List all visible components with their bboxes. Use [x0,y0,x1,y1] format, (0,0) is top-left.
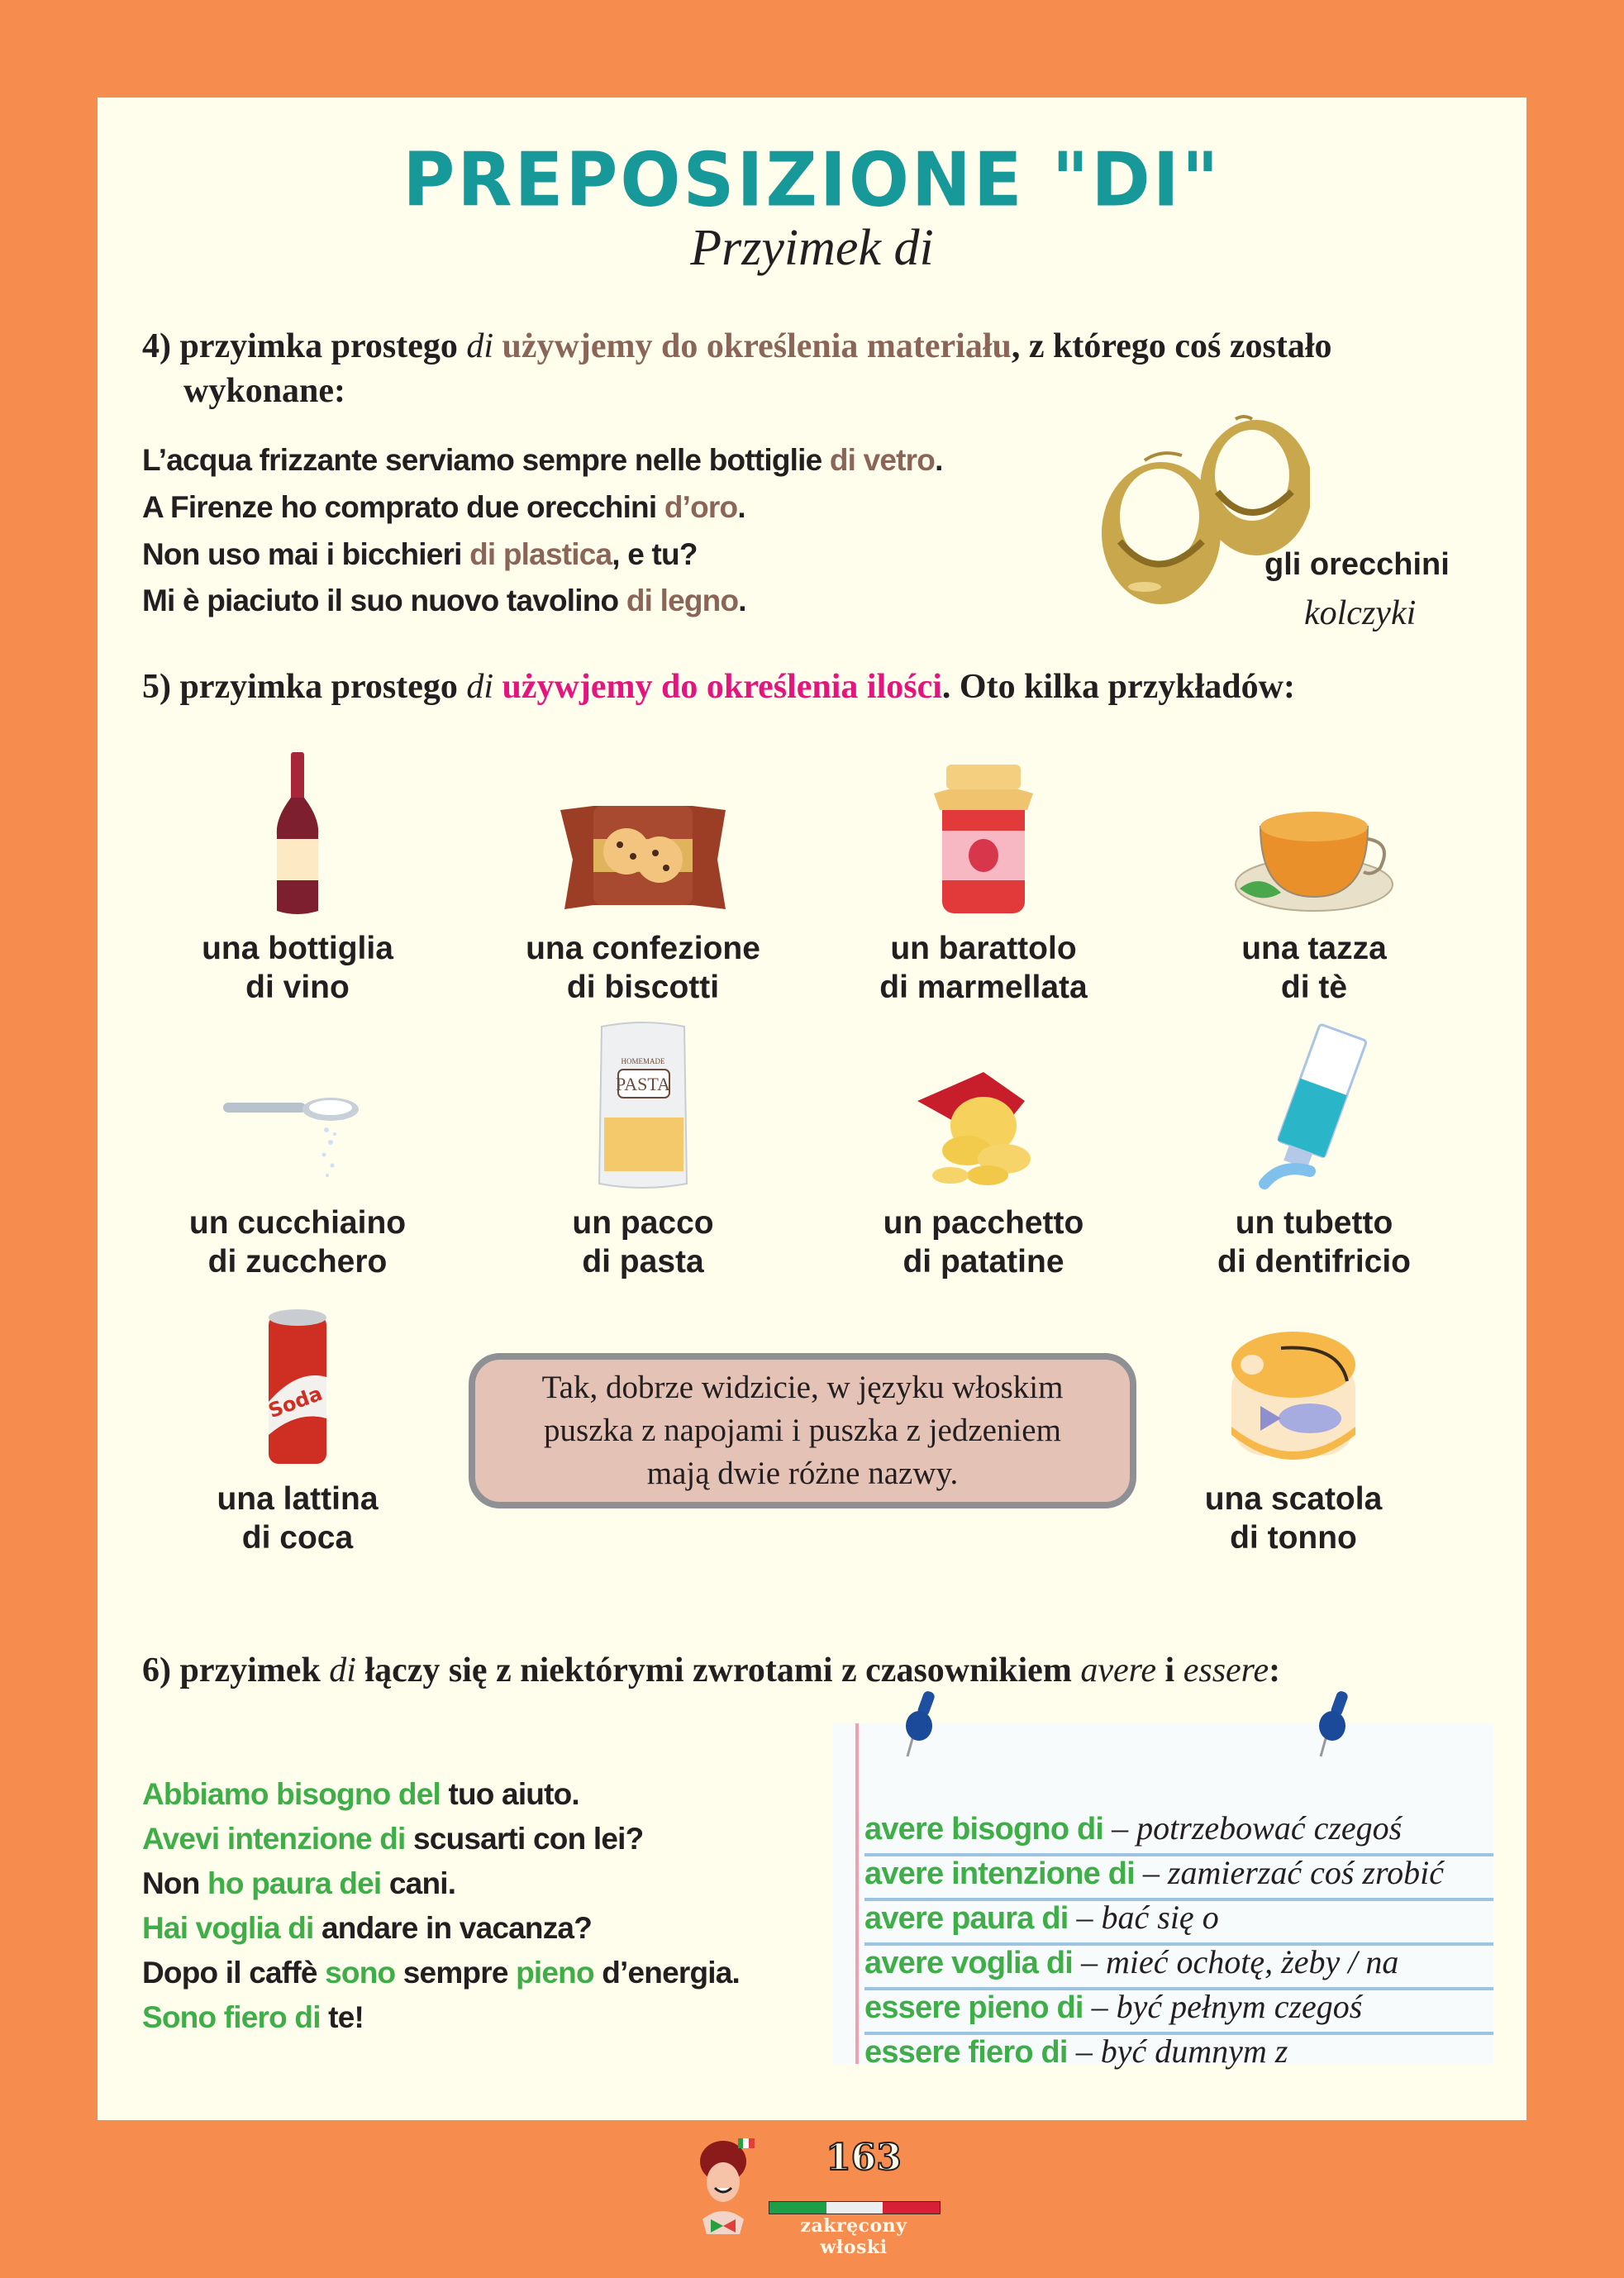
pushpin-icon [901,1686,950,1761]
toothpaste-icon [1248,1018,1380,1192]
cookie-pack-icon [560,802,726,917]
notepad-vocabulary [833,1723,1493,2070]
notepad-row: avere paura di – bać się o [864,1898,1493,1946]
earrings-caption-it: gli orecchini [1264,547,1450,582]
item-tuna-can: una scatola di tonno [1128,1294,1459,1557]
tuna-can-icon [1223,1327,1364,1468]
notepad-row: essere fiero di – być dumnym z [864,2033,1288,2070]
note-box: Tak, dobrze widzicie, w języku włoskim puszka z napojami i puszka z jedzeniem mają dwie różne nazwy. [469,1353,1136,1508]
page-subtitle: Przyimek di [690,220,934,276]
material-sentence: A Firenze ho comprato due orecchini d’oro. [142,490,745,524]
svg-text:HOMEMADE: HOMEMADE [621,1057,665,1065]
notepad-row: essere pieno di – być pełnym czegoś [864,1987,1493,2035]
phrase-sentence: Sono fiero di te! [142,2000,364,2034]
item-soda-can: Soda una lattina di coca [132,1294,463,1557]
phrase-sentence: Non ho paura dei cani. [142,1866,456,1900]
wine-bottle-icon [269,752,326,917]
mascot-logo-icon [698,2137,760,2236]
phrase-sentence: Hai voglia di andare in vacanza? [142,1911,592,1945]
sugar-spoon-icon [215,1093,380,1192]
material-highlight: używjemy do określenia materiału [502,327,1012,365]
notepad-row: avere voglia di – mieć ochotę, żeby / na [864,1942,1493,1990]
earrings-caption-pl: kolczyki [1304,594,1417,632]
phrase-sentence: Avevi intenzione di scusarti con lei? [142,1822,644,1856]
notepad-margin-line [855,1723,859,2064]
italian-flag-bar [769,2201,941,2214]
material-sentence: Non uso mai i bicchieri di plastica, e tu? [142,537,698,571]
item-cookie-pack: una confezione di biscotti [478,744,808,1007]
pasta-pack-icon [598,1018,688,1192]
brand-name: zakręcony włoski [800,2215,907,2258]
section-4-heading: 4) przyimka prostego di używjemy do określenia materiału, z którego coś zostało wykonane: [142,327,1332,410]
pushpin-icon [1314,1686,1364,1761]
notepad-row: avere intenzione di – zamierzać coś zrobić [864,1853,1493,1901]
item-toothpaste: un tubetto di dentifricio [1149,1018,1479,1281]
notepad-row: avere bisogno di – potrzebować czegoś [864,1809,1493,1856]
svg-text:Soda: Soda [264,1381,326,1423]
earrings-icon [1095,401,1310,616]
phrase-sentence: Dopo il caffè sono sempre pieno d’energia. [142,1956,741,1990]
phrase-sentence: Abbiamo bisogno del tuo aiuto. [142,1777,579,1811]
item-jam-jar: un barattolo di marmellata [818,744,1149,1007]
chips-bag-icon [909,1068,1058,1192]
material-sentence: Mi è piaciuto il suo nuovo tavolino di legno. [142,584,746,617]
item-sugar-spoon: un cucchiaino di zucchero [132,1018,463,1281]
item-pasta-pack: HOMEMADE PASTA un pacco di pasta [478,1018,808,1281]
page-title: PREPOSIZIONE "DI" [402,136,1222,224]
item-chips-bag: un pacchetto di patatine [818,1018,1149,1281]
material-sentence: L’acqua frizzante serviamo sempre nelle bottiglie di vetro. [142,443,943,477]
tea-cup-icon [1231,777,1397,917]
jam-jar-icon [922,752,1045,917]
quantity-highlight: używjemy do określenia ilości [502,668,942,706]
section-5-heading: 5) przyimka prostego di używjemy do określenia ilości. Oto kilka przykładów: [142,668,1295,706]
section-6-heading: 6) przyimek di łączy się z niektórymi zwrotami z czasownikiem avere i essere: [142,1651,1281,1689]
item-wine-bottle: una bottiglia di vino [132,744,463,1007]
svg-text:PASTA: PASTA [616,1074,670,1094]
soda-can-icon [260,1303,335,1468]
item-tea-cup: una tazza di tè [1149,744,1479,1007]
page-number: 163 [826,2137,902,2179]
